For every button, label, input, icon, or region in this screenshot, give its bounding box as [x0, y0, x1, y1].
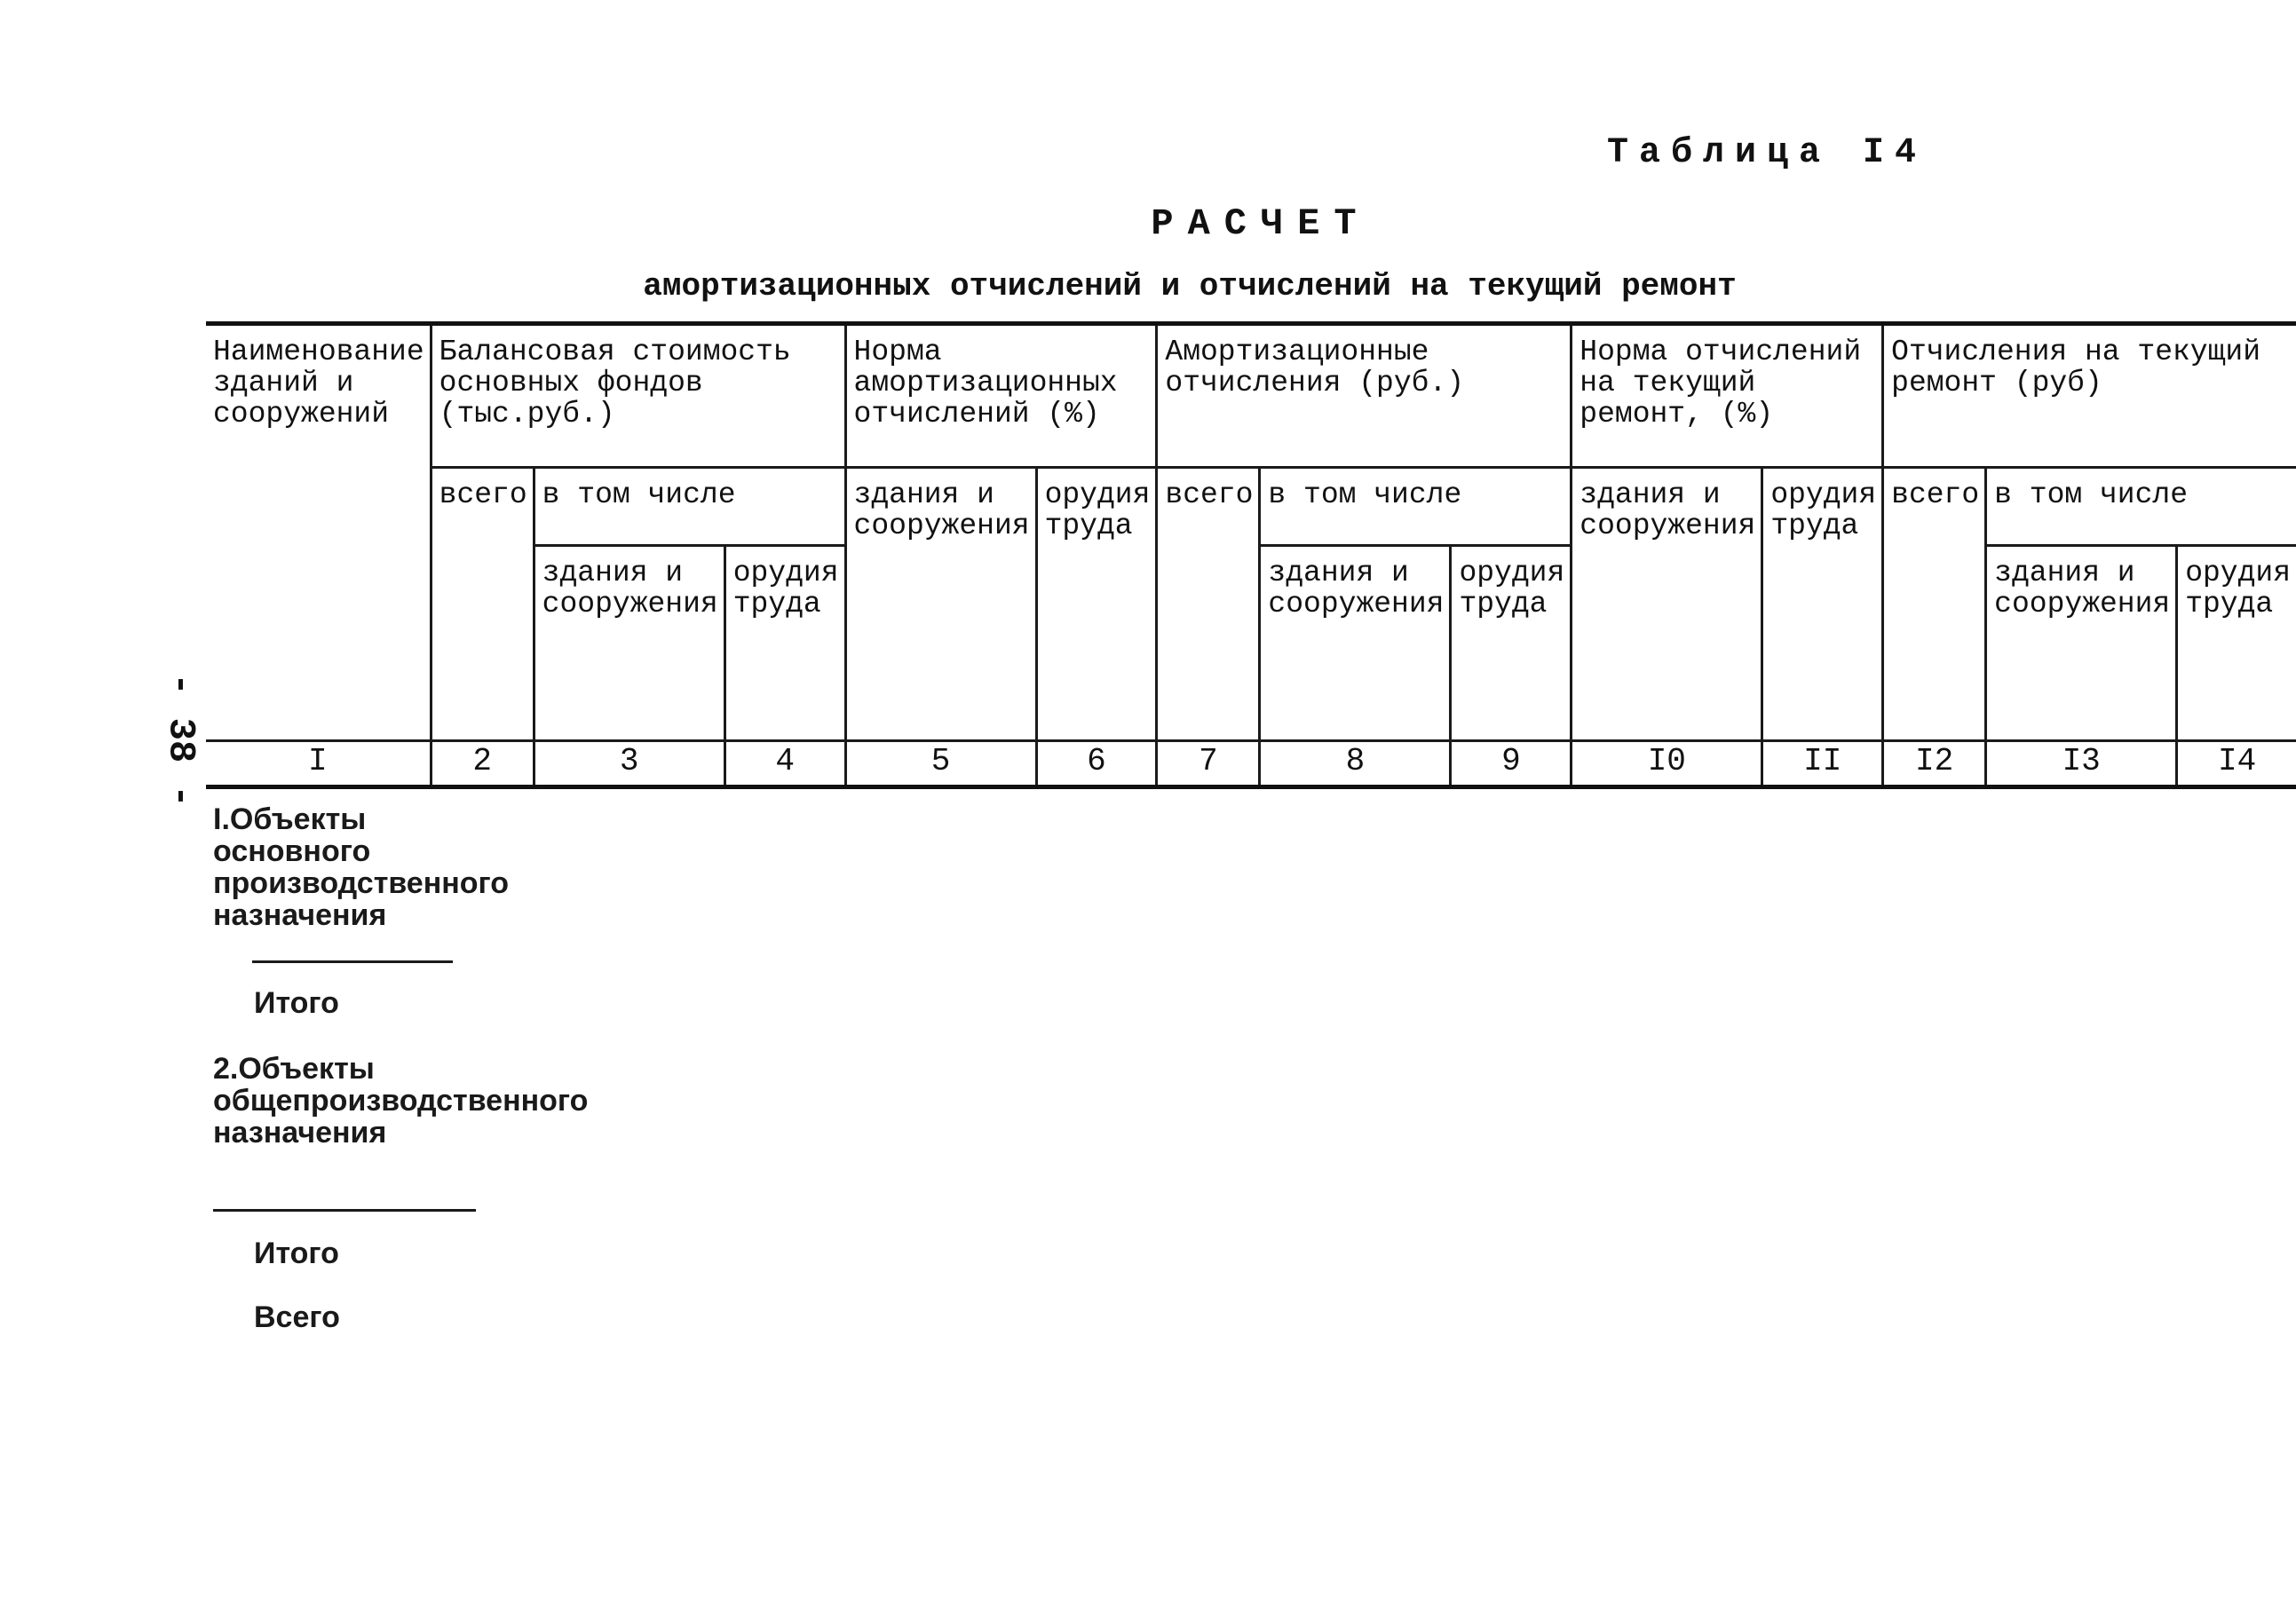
- document-title: РАСЧЕТ: [1151, 202, 1371, 245]
- header-book-total: всего: [431, 468, 534, 741]
- column-number: I2: [1883, 741, 1986, 787]
- row-group-main-production: I.Объекты основного производственного назначения: [213, 802, 510, 932]
- table-number-label: Таблица I4: [1607, 133, 1928, 173]
- column-number: 7: [1157, 741, 1260, 787]
- column-number: 3: [534, 741, 724, 787]
- header-repair-buildings: здания и сооружения: [1986, 546, 2177, 741]
- column-number: I0: [1572, 741, 1762, 787]
- column-number: 8: [1260, 741, 1451, 787]
- header-amort-including: в том числе: [1260, 468, 1572, 546]
- header-repair-rate-tools: орудия труда: [1762, 468, 1883, 741]
- column-number: I: [206, 741, 431, 787]
- header-book-including: в том числе: [534, 468, 845, 546]
- header-repair-including: в том числе: [1986, 468, 2296, 546]
- header-book-buildings: здания и сооружения: [534, 546, 724, 741]
- header-amort-buildings: здания и сооружения: [1260, 546, 1451, 741]
- document-subtitle: амортизационных отчислений и отчислений на текущий ремонт: [643, 268, 1737, 304]
- page-number: - 38 -: [159, 673, 202, 808]
- row-grand-total: Всего: [254, 1300, 340, 1334]
- header-repair-rate: Норма отчислений на текущий ремонт, (%): [1572, 324, 1883, 468]
- header-amort-rate-buildings: здания и сооружения: [845, 468, 1036, 741]
- row-group-general-production: 2.Объекты общепроизводственного назначения: [213, 1052, 589, 1150]
- header-repair-tools: орудия труда: [2177, 546, 2296, 741]
- column-number: 4: [724, 741, 845, 787]
- row-subtotal-2: Итого: [254, 1237, 339, 1270]
- group-underline: [252, 960, 453, 963]
- column-number: I4: [2177, 741, 2296, 787]
- row-subtotal-1: Итого: [254, 986, 339, 1020]
- header-book-value: Балансовая стоимость основных фондов (тыс.руб.): [431, 324, 845, 468]
- header-repair-sum: Отчисления на текущий ремонт (руб): [1883, 324, 2296, 468]
- column-number: 5: [845, 741, 1036, 787]
- header-amort-total: всего: [1157, 468, 1260, 741]
- header-amort-rate-tools: орудия труда: [1036, 468, 1157, 741]
- column-number: I3: [1986, 741, 2177, 787]
- header-repair-rate-buildings: здания и сооружения: [1572, 468, 1762, 741]
- header-repair-total: всего: [1883, 468, 1986, 741]
- group-underline: [213, 1209, 476, 1212]
- calculation-table: [206, 321, 2296, 789]
- header-name: Наименование зданий и сооружений: [206, 324, 431, 741]
- column-number: 6: [1036, 741, 1157, 787]
- header-amortization-sum: Амортизационные отчисления (руб.): [1157, 324, 1572, 468]
- header-amort-tools: орудия труда: [1451, 546, 1572, 741]
- column-number: 9: [1451, 741, 1572, 787]
- header-amortization-rate: Норма амортизационных отчислений (%): [845, 324, 1157, 468]
- header-book-tools: орудия труда: [724, 546, 845, 741]
- column-number: II: [1762, 741, 1883, 787]
- column-number: 2: [431, 741, 534, 787]
